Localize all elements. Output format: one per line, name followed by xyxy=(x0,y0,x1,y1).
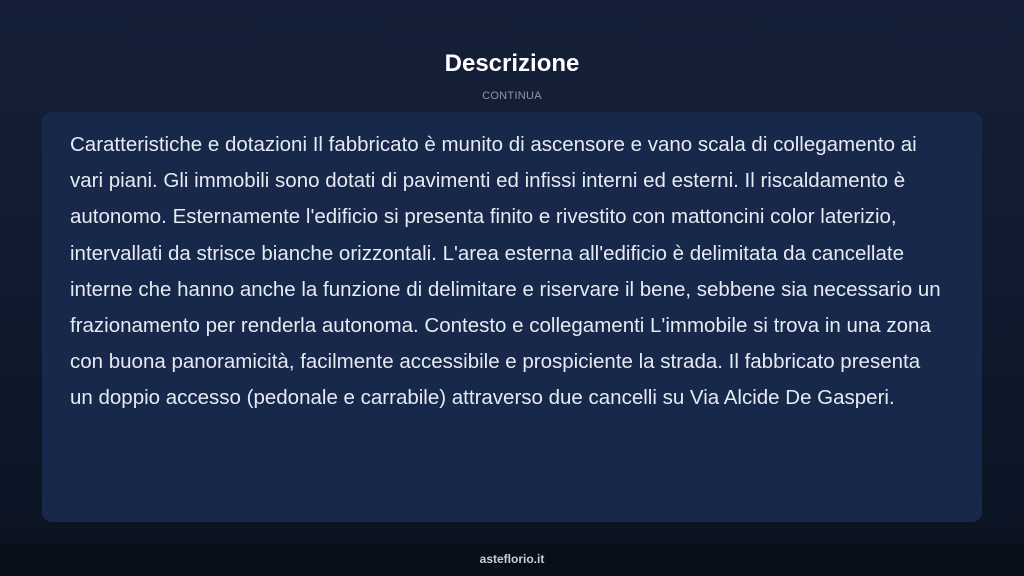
description-card xyxy=(42,112,982,522)
continua-label: CONTINUA xyxy=(482,90,542,102)
page-title: Descrizione xyxy=(444,50,580,77)
footer xyxy=(0,544,1024,576)
description-text: Caratteristiche e dotazioni Il fabbricato è munito di ascensore e vano scala di collegamento ai vari piani. Gli immobili sono dotati di pavimenti ed infissi interni ed esterni. Il riscaldamento è autonomo. Esternamente l'edificio si presenta finito e rivestito con mattoncini color laterizio, intervallati da strisce bianche orizzontali. L'area esterna all'edificio è delimitata da cancellate interne che hanno anche la funzione di delimitare e riservare il bene, sebbene sia necessario un frazionamento per renderla autonoma. Contesto e collegamenti L'immobile si trova in una zona con buona panoramicità, facilmente accessibile e prospiciente la strada. Il fabbricato presenta un doppio accesso (pedonale e carrabile) attraverso due cancelli su Via Alcide De Gasperi. xyxy=(70,133,941,410)
site-name: asteflorio.it xyxy=(479,552,545,566)
